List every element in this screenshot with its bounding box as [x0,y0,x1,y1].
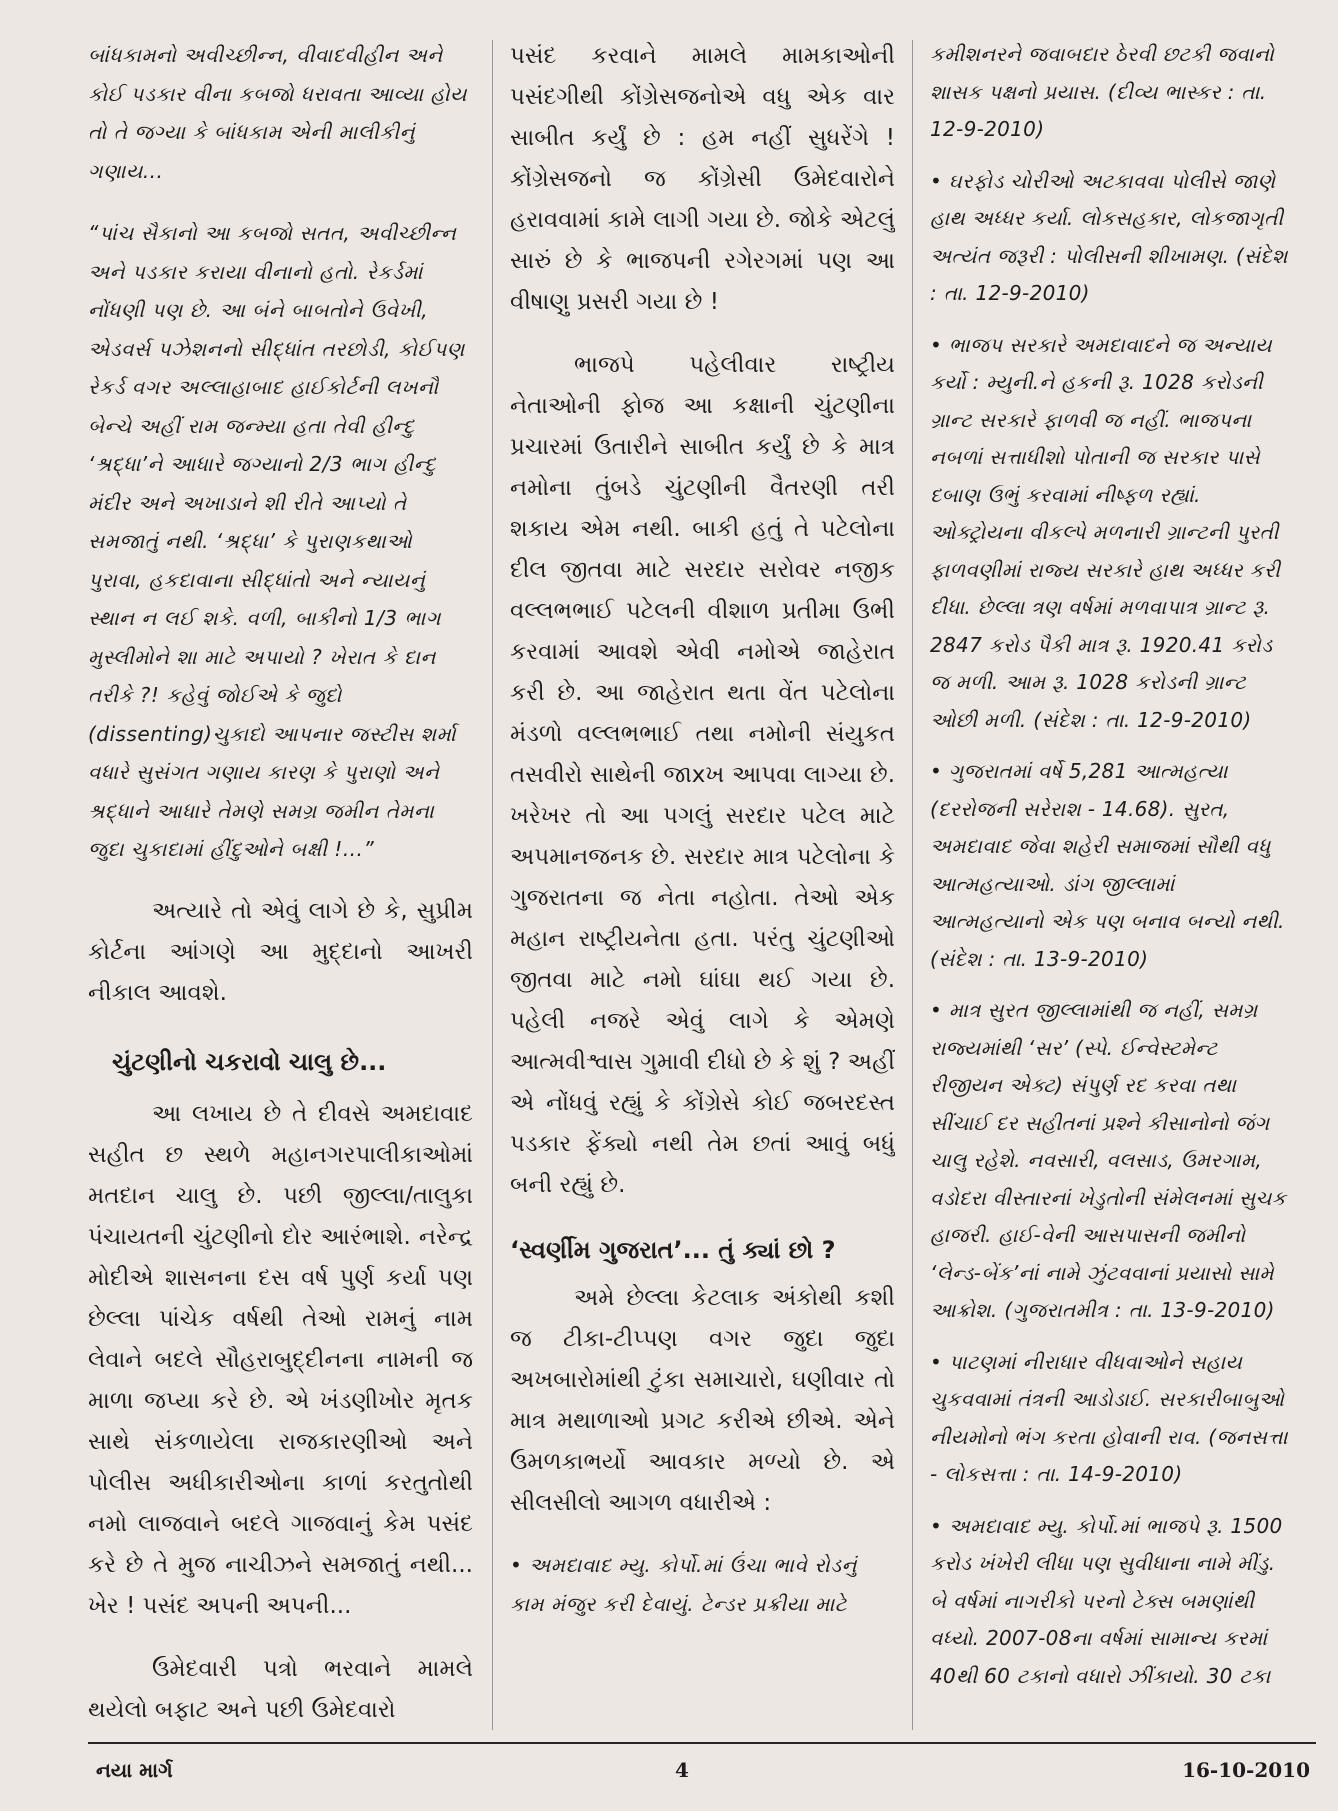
column-divider [492,40,493,1730]
page-number: 4 [675,1758,689,1782]
column-3 [930,36,1295,1731]
paragraph [88,1649,473,1731]
paragraph [88,891,473,1014]
section-heading: ‘સ્વર્ણીમ ગુજરાત’... તું ક્યાં છો ? [510,1236,836,1264]
column-1 [88,36,473,1731]
paragraph-text: અમે છેલ્લા કેટલાક અંકોથી કશી જ ટીકા-ટીપ્પણ વગર જુદા જુદા અખબારોમાંથી ટુંકા સમાચારો, ઘણીવાર તો માત્ર મથાળાઓ પ્રગટ કરીએ છીએ. એને ઉમળકાભર્યો આવકાર મળ્યો છે. એ સીલસીલો આગળ વધારીએ : [510,1285,895,1516]
paragraph-text: ભાજપે પહેલીવાર રાષ્ટ્રીય નેતાઓની ફોજ આ કક્ષાની ચુંટણીના પ્રચારમાં ઉતારીને સાબીત કર્યું છે કે માત્ર નમોના તુંબડે ચુંટણીની વૈતરણી તરી શકાય એમ નથી. બાકી હતું તે પટેલોના દીલ જીતવા માટે સરદાર સરોવર નજીક વલ્લભભાઈ પટેલની વીશાળ પ્રતીમા ઉભી કરવામાં આવશે એવી નમોએ જાહેરાત કરી છે. આ જાહેરાત થતા વેંત પટેલોના મંડળો વલ્લભભાઈ તથા નમોની સંયુકત તસવીરો સાથેની જાxખ આપવા લાગ્યા છે. ખરેખર તો આ પગલું સરદાર પટેલ માટે અપમાનજનક છે. સરદાર માત્ર પટેલોના કે ગુજરાતના જ નેતા નહોતા. તેઓ એક મહાન રાષ્ટ્રીયનેતા હતા. પરંતુ ચુંટણીઓ જીતવા માટે નમો ઘાંઘા થઈ ગયા છે. પહેલી નજરે એવું લાગે કે એમણે આત્મવીશ્વાસ ગુમાવી દીધો છે કે શું ? અહીં એ નોંધવું રહ્યું કે કોંગ્રેસે કોઈ જબરદસ્ત પડકાર ફેંક્યો નથી તેમ છતાં આવું બધું બની રહ્યું છે. [510,352,895,1198]
paragraph-text: અત્યારે તો એવું લાગે છે કે, સુપ્રીમ કોર્ટના આંગણે આ મુદ્દાનો આખરી નીકાલ આવશે. [88,897,473,1006]
news-bullet: • અમદાવાદ મ્યુ. કોર્પો.માં ઉંચા ભાવે રોડનું કામ મંજુર કરી દેવાયું. ટેન્ડર પ્રક્રીયા માટે [510,1553,857,1616]
paragraph [510,1278,895,1524]
column-2 [510,36,895,1731]
news-bullet: • ઘરફોડ ચોરીઓ અટકાવવા પોલીસે જાણે હાથ અધ્ધર કર્યા. લોકસહકાર, લોકજાગૃતી અત્યંત જરૂરી : પોલીસની શીખામણ. (સંદેશ : તા. 12-9-2010) [930,168,1288,305]
paragraph-text: આ લખાય છે તે દીવસે અમદાવાદ સહીત છ સ્થળે મહાનગરપાલીકાઓમાં મતદાન ચાલુ છે. પછી જીલ્લા/તાલુકા પંચાયતની ચુંટણીનો દોર આરંભાશે. નરેન્દ્ર મોદીએ શાસનના દસ વર્ષ પુર્ણ કર્યા પણ છેલ્લા પાંચેક વર્ષથી તેઓ રામનું નામ લેવાને બદલે સૌહરાબુદ્દીનના નામની જ માળા જપ્યા કરે છે. એ ખંડણીખોર મૃતક સાથે સંકળાયેલા રાજકારણીઓ અને પોલીસ અધીકારીઓના કાળાં કરતુતોથી નમો લાજવાને બદલે ગાજવાનું કેમ પસંદ કરે છે તે મુજ નાચીઝને સમજાતું નથી... ખેર ! પસંદ અપની અપની... [88,1100,473,1619]
section-heading: ચુંટણીનો ચકરાવો ચાલુ છે... [112,1047,387,1076]
paragraph: પસંદ કરવાને મામલે મામકાઓની પસંદગીથી કોંગ્રેસજનોએ વધુ એક વાર સાબીત કર્યું છે : હમ નહીં સુધરેંગે ! કોંગ્રેસજનો જ કોંગ્રેસી ઉમેદવારોને હરાવવામાં કામે લાગી ગયા છે. જોકે એટલું સારું છે કે ભાજપની રગેરગમાં પણ આ વીષાણુ પ્રસરી ગયા છે ! [510,43,895,315]
issue-date: 16-10-2010 [1182,1758,1310,1782]
news-bullet: • ભાજપ સરકારે અમદાવાદને જ અન્યાય કર્યો : મ્યુની.ને હકની રૂ. 1028 કરોડની ગ્રાન્ટ સરકારે ફાળવી જ નહીં. ભાજપના નબળાં સત્તાધીશો પોતાની જ સરકાર પાસે દબાણ ઉભું કરવામાં નીષ્ફળ રહ્યાં. ઓક્ટ્રોયના વીકલ્પે મળનારી ગ્રાન્ટની પુરતી ફાળવણીમાં રાજ્ય સરકારે હાથ અધ્ધર કરી દીધા. છેલ્લા ત્રણ વર્ષમાં મળવાપાત્ર ગ્રાન્ટ રૂ. 2847 કરોડ પૈકી માત્ર રૂ. 1920.41 કરોડ જ મળી. આમ રૂ. 1028 કરોડની ગ્રાન્ટ ઓછી મળી. (સંદેશ : તા. 12-9-2010) [930,332,1281,732]
news-bullet: • ગુજરાતમાં વર્ષે 5,281 આત્મહત્યા (દરરોજની સરેરાશ - 14.68). સુરત, અમદાવાદ જેવા શહેરી સમાજમાં સૌથી વધુ આત્મહત્યાઓ. ડાંગ જીલ્લામાં આત્મહત્યાનો એક પણ બનાવ બન્યો નથી. (સંદેશ : તા. 13-9-2010) [930,759,1285,971]
news-bullet: • અમદાવાદ મ્યુ. કોર્પો.માં ભાજપે રૂ. 1500 કરોડ ખંખેરી લીધા પણ સુવીધાના નામે મીંડુ. બે વર્ષમાં નાગરીકો પરનો ટેક્સ બમણાંથી વધ્યો. 2007-08ના વર્ષમાં સામાન્ય કરમાં 40થી 60 ટકાનો વધારો ઝીંકાયો. 30 ટકા [930,1513,1283,1688]
footer-rule [88,1742,1316,1744]
paragraph-text: ઉમેદવારી પત્રો ભરવાને મામલે થયેલો બફાટ અને પછી ઉમેદવારો [88,1655,473,1723]
news-bullet: કમીશનરને જવાબદાર ઠેરવી છટકી જવાનો શાસક પક્ષનો પ્રયાસ. (દીવ્ય ભાસ્કર : તા. 12-9-2010) [930,42,1275,141]
paragraph [88,1094,473,1627]
paragraph [510,345,895,1206]
column-divider [912,40,913,1730]
paragraph: બાંધકામનો અવીચ્છીન્ન, વીવાદવીહીન અને કોઈ પડકાર વીના કબજો ધરાવતા આવ્યા હોય તો તે જગ્યા કે બાંધકામ એની માલીકીનું ગણાય... [88,43,467,183]
news-bullet: • પાટણમાં નીરાધાર વીધવાઓને સહાય ચુકવવામાં તંત્રની આડોડાઈ. સરકારીબાબુઓ નીયમોનો ભંગ કરતા હોવાની રાવ. (જનસત્તા - લોકસત્તા : તા. 14-9-2010) [930,1349,1288,1486]
quote-paragraph: “પાંચ સૈકાનો આ કબજો સતત, અવીચ્છીન્ન અને પડકાર કરાયા વીનાનો હતો. રેકર્ડમાં નોંધણી પણ છે. આ બંને બાબતોને ઉવેખી, એડવર્સ પઝેશનનો સીદ્ધાંત તરછોડી, કોઈપણ રેકર્ડ વગર અલ્લાહાબાદ હાઈકોર્ટની લખનૌ બેન્ચે અહીં રામ જન્મ્યા હતા તેવી હીન્દુ ‘શ્રદ્ધા’ને આધારે જગ્યાનો 2/3 ભાગ હીન્દુ મંદીર અને અખાડાને શી રીતે આપ્યો તે સમજાતું નથી. ‘શ્રદ્ધા’ કે પુરાણકથાઓ પુરાવા, હકદાવાના સીદ્ધાંતો અને ન્યાયનું સ્થાન ન લઈ શકે. વળી, બાકીનો 1/3 ભાગ મુસ્લીમોને શા માટે અપાયો ? ખેરાત કે દાન તરીકે ?! કહેવું જોઈએ કે જુદો (dissenting)ચુકાદો આપનાર જસ્ટીસ શર્મા વધારે સુસંગત ગણાય કારણ કે પુરાણો અને શ્રદ્ધાને આધારે તેમણે સમગ્ર જમીન તેમના જુદા ચુકાદામાં હીંદુઓને બક્ષી !...” [88,221,465,861]
publication-name: નયા માર્ગ [96,1758,173,1782]
news-bullet: • માત્ર સુરત જીલ્લામાંથી જ નહીં, સમગ્ર રાજ્યમાંથી ‘સર’ (સ્પે. ઈન્વેસ્ટમેન્ટ રીજીયન એક્ટ) સંપુર્ણ રદ કરવા તથા સીંચાઈ દર સહીતનાં પ્રશ્ને કીસાનોનો જંગ ચાલુ રહેશે. નવસારી, વલસાડ, ઉમરગામ, વડોદરા વીસ્તારનાં ખેડુતોની સંમેલનમાં સુચક હાજરી. હાઈ-વેની આસપાસની જમીનો ‘લેન્ડ-બેંક’નાં નામે ઝુંટવવાનાં પ્રયાસો સામે આક્રોશ. (ગુજરાતમીત્ર : તા. 13-9-2010) [930,998,1287,1322]
